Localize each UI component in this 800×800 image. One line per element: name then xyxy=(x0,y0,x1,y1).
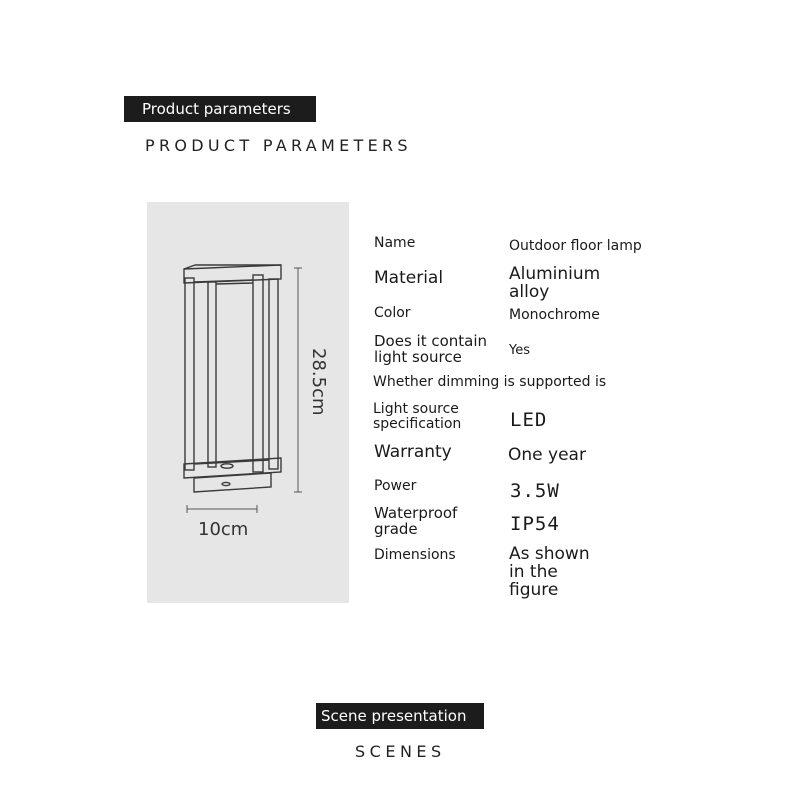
param-label-material: Material xyxy=(374,268,444,288)
scenes-title: SCENES xyxy=(355,742,446,761)
param-label-light-source-spec: Light source specification xyxy=(373,401,462,432)
product-parameters-title: PRODUCT PARAMETERS xyxy=(145,136,412,155)
scene-presentation-badge: Scene presentation xyxy=(316,703,484,729)
param-label-dimensions: Dimensions xyxy=(374,547,456,563)
param-label-color: Color xyxy=(374,305,411,321)
lamp-post-back-left xyxy=(208,282,216,467)
product-figure-panel xyxy=(147,202,349,603)
lamp-base-foot xyxy=(194,473,271,492)
lamp-post-back-right xyxy=(269,279,278,469)
param-label-waterproof-grade: Waterproof grade xyxy=(374,504,458,538)
param-label-power: Power xyxy=(374,478,417,494)
width-dimension-label: 10cm xyxy=(198,519,249,540)
param-label-contains-light-source: Does it contain light source xyxy=(374,332,488,366)
param-value-color: Monochrome xyxy=(509,307,600,323)
param-value-power: 3.5W xyxy=(510,480,560,502)
height-dimension-label: 28.5cm xyxy=(308,348,329,416)
param-label-name: Name xyxy=(374,235,416,251)
param-label-warranty: Warranty xyxy=(374,442,452,462)
param-label-dimming: Whether dimming is supported is xyxy=(373,374,607,390)
lamp-post-front-right xyxy=(253,275,263,472)
param-value-material: Aluminium alloy xyxy=(509,264,601,302)
param-value-contains-light-source: Yes xyxy=(509,343,530,358)
param-value-light-source-spec: LED xyxy=(510,409,548,431)
lamp-post-front-left xyxy=(185,278,194,470)
param-value-warranty: One year xyxy=(508,445,586,465)
param-value-name: Outdoor floor lamp xyxy=(509,238,642,254)
product-parameters-badge: Product parameters xyxy=(124,96,316,122)
param-value-dimensions: As shown in the figure xyxy=(509,544,590,600)
param-value-waterproof-grade: IP54 xyxy=(510,513,560,535)
